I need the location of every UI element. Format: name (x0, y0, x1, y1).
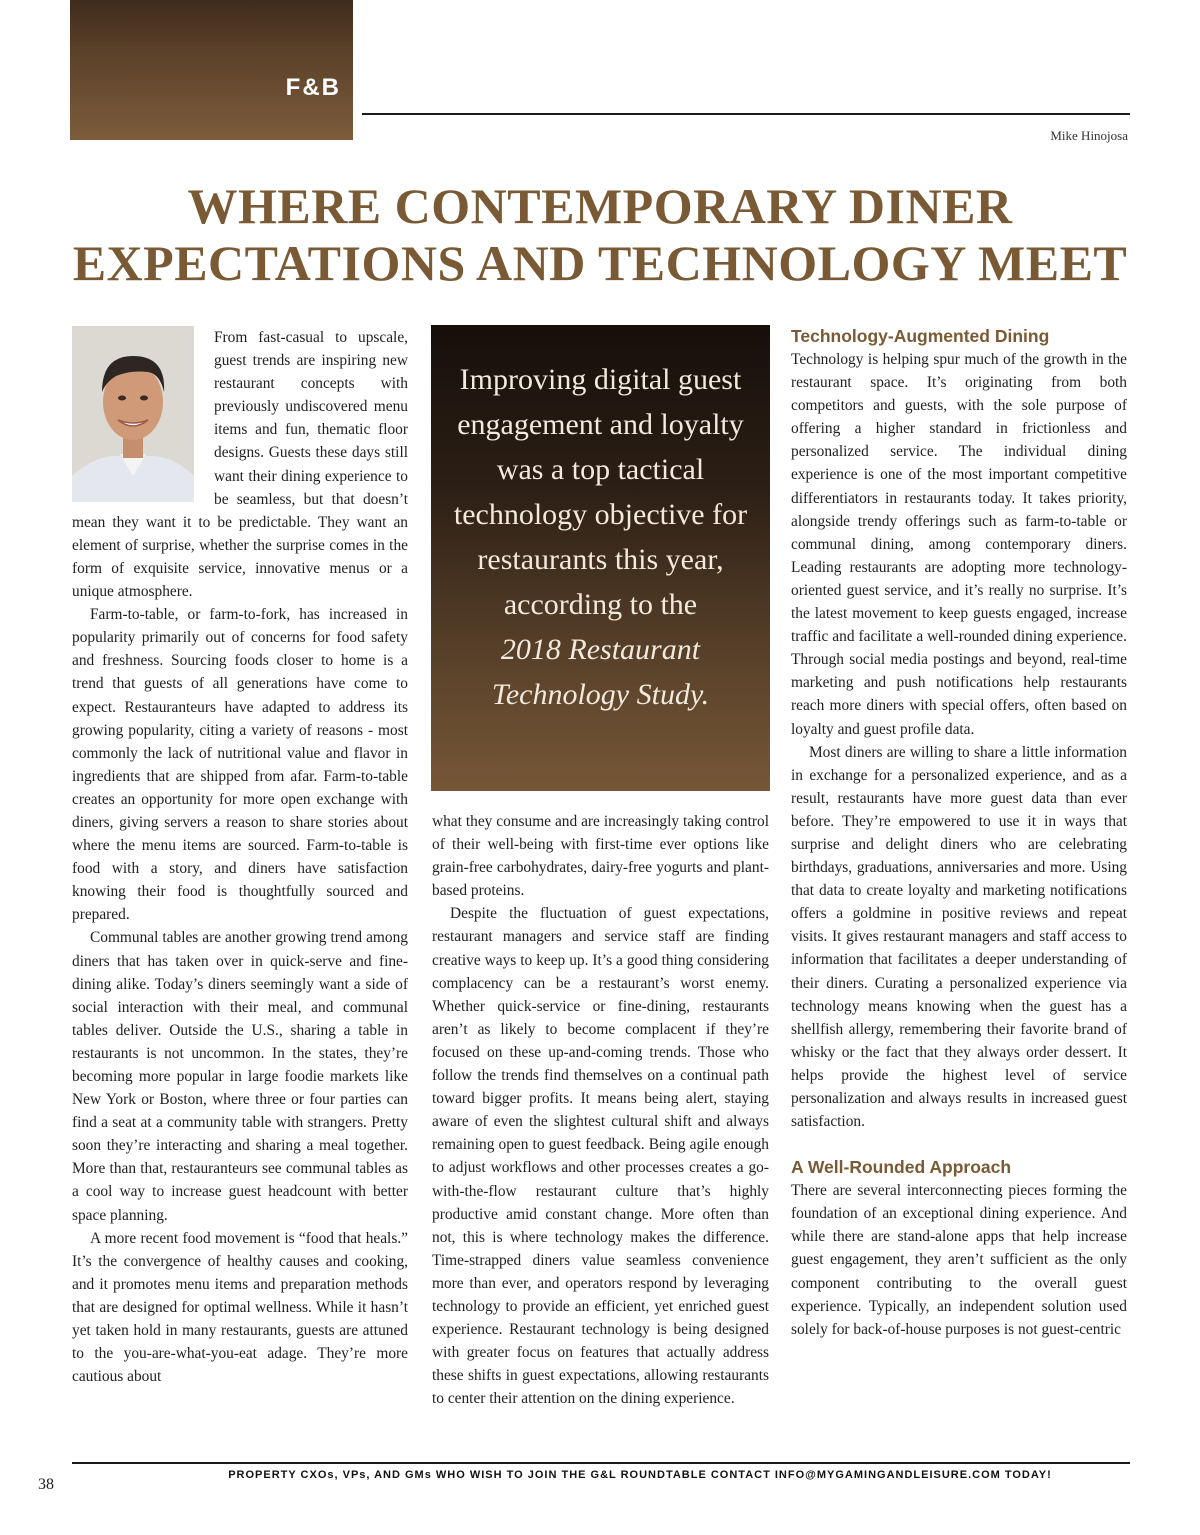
subheading-well-rounded-approach: A Well-Rounded Approach (791, 1157, 1012, 1178)
pull-quote-study: 2018 Restaurant Technology Study. (491, 633, 710, 711)
right-paragraph-2: Most diners are willing to share a little information in exchange for a personalized experience, and as a result, restaurants have more guest data than ever before. They’re empowered to use it in ways that surprise and delight diners who are celebrating birthdays, graduations, anniversaries and more. Using that data to create loyalty and marketing notifications offers a goldmine in positive reviews and repeat visits. It gives restaurant managers and staff access to information that facilitates a deeper understanding of their diners. Curating a personalized experience via technology means knowing when the guest has a shellfish allergy, remembering their favorite brand of whisky or the fact that they always order dessert. It helps provide the highest level of service personalization and always results in increased guest satisfaction. (791, 743, 1127, 1131)
column-right (791, 324, 1127, 1341)
left-paragraph-4: A more recent food movement is “food that heals.” It’s the convergence of healthy causes and cooking, and it promotes menu items and preparation methods that are designed for optimal wellness. While it hasn’t yet taken hold in many restaurants, guests are attuned to the you-are-what-you-eat adage. They’re more cautious about (72, 1229, 408, 1386)
left-paragraph-1: From fast-casual to upscale, guest trends are inspiring new restaurant concepts with previously undiscovered menu items and fun, thematic floor designs. Guests these days still want their dining experience to be seamless, but that doesn’t mean they want it to be predictable. They want an element of surprise, whether the surprise comes in the form of exquisite service, innovative menus or a unique atmosphere. (72, 329, 408, 601)
left-paragraph-3: Communal tables are another growing trend among diners that has taken over in quick-serve and fine-dining alike. Today’s diners seemingly want a side of social interaction with their meal, and communal tables deliver. Outside the U.S., sharing a table in restaurants is not uncommon. In the states, they’re becoming more popular in large foodie markets like New York or Boston, where three or four parties can find a seat at a community table with strangers. Pretty soon they’re interacting and sharing a meal together. More than that, restauranteurs see communal tables as a cool way to increase guest headcount with better space planning. (72, 929, 408, 1224)
right-paragraph-3: There are several interconnecting pieces forming the foundation of an exceptional dining experience. And while there are stand-alone apps that help increase guest engagement, they aren’t sufficient as the only component contributing to the overall guest experience. Typically, an independent solution used solely for back-of-house purposes is not guest-centric (791, 1182, 1127, 1338)
bottom-rule (72, 1462, 1130, 1464)
section-tab (70, 0, 353, 140)
footer-callout: PROPERTY CXOs, VPs, AND GMs WHO WISH TO JOIN THE G&L ROUNDTABLE CONTACT INFO@MYGAMINGANDLEISURE.COM TODAY! (228, 1469, 1052, 1481)
subheading-technology-augmented-dining: Technology-Augmented Dining (791, 326, 1050, 346)
author-byline: Mike Hinojosa (1050, 128, 1128, 143)
top-rule (362, 113, 1130, 115)
pull-quote (431, 325, 770, 791)
headline-line-1: WHERE CONTEMPORARY DINER (187, 178, 1013, 234)
headline (40, 178, 1160, 292)
right-paragraph-1: Technology is helping spur much of the growth in the restaurant space. It’s originating from both competitors and guests, with the sole purpose of offering a higher standard in frictionless and personalized service. The individual dining experience is one of the most important competitive differentiators in restaurants today. It takes priority, alongside trendy offerings such as farm-to-table or communal dining, among contemporary diners. Leading restaurants are adopting more technology-oriented guest service, and it’s really no surprise. It’s the latest movement to keep guests engaged, increase traffic and facilitate a well-rounded dining experience. Through social media postings and beyond, real-time marketing and push notifications help restaurants reach more diners with special offers, often based on loyalty and guest profile data. (791, 351, 1127, 738)
left-paragraph-2: Farm-to-table, or farm-to-fork, has increased in popularity primarily out of concerns for food safety and freshness. Sourcing foods closer to home is a trend that guests of all generations have come to expect. Restauranteurs have adapted to address its growing popularity, citing a variety of reasons - most commonly the lack of nutritional value and flavor in ingredients that are shipped from afar. Farm-to-table creates an opportunity for more open exchange with diners, giving servers a reason to share stories about where the menu items are sourced. Farm-to-table is food with a story, and diners have satisfaction knowing their food is thoughtfully sourced and prepared. (72, 606, 408, 924)
page-number: 38 (38, 1476, 54, 1493)
column-left (72, 326, 408, 1388)
middle-paragraph-2: Despite the fluctuation of guest expectations, restaurant managers and service staff are finding creative ways to keep up. It’s a good thing considering complacency can be a restaurant’s worst enemy. Whether quick-service or fine-dining, restaurants aren’t as likely to become complacent if they’re focused on these up-and-coming trends. Those who follow the trends find themselves on a continual path toward bigger profits. It means being alert, staying aware of even the slightest cultural shift and always remaining open to guest feedback. Being agile enough to adjust workflows and other processes creates a go-with-the-flow restaurant culture that’s highly productive amid constant change. More often than not, this is where technology makes the difference. Time-strapped diners value seamless convenience more than ever, and operators respond by leveraging technology to provide an efficient, yet enriched guest experience. Restaurant technology is being designed with greater focus on features that actually address these shifts in guest expectations, allowing restaurants to center their attention on the dining experience. (432, 905, 769, 1408)
section-label: F&B (285, 74, 341, 101)
pull-quote-text: Improving digital guest engagement and loyalty was a top tactical technology objective for restaurants this year, according to the (453, 363, 748, 621)
middle-paragraph-1: what they consume and are increasingly taking control of their well-being with first-time ever options like grain-free carbohydrates, dairy-free yogurts and plant-based proteins. (432, 813, 769, 900)
headline-line-2: EXPECTATIONS AND TECHNOLOGY MEET (72, 235, 1128, 291)
column-middle (432, 810, 769, 1410)
